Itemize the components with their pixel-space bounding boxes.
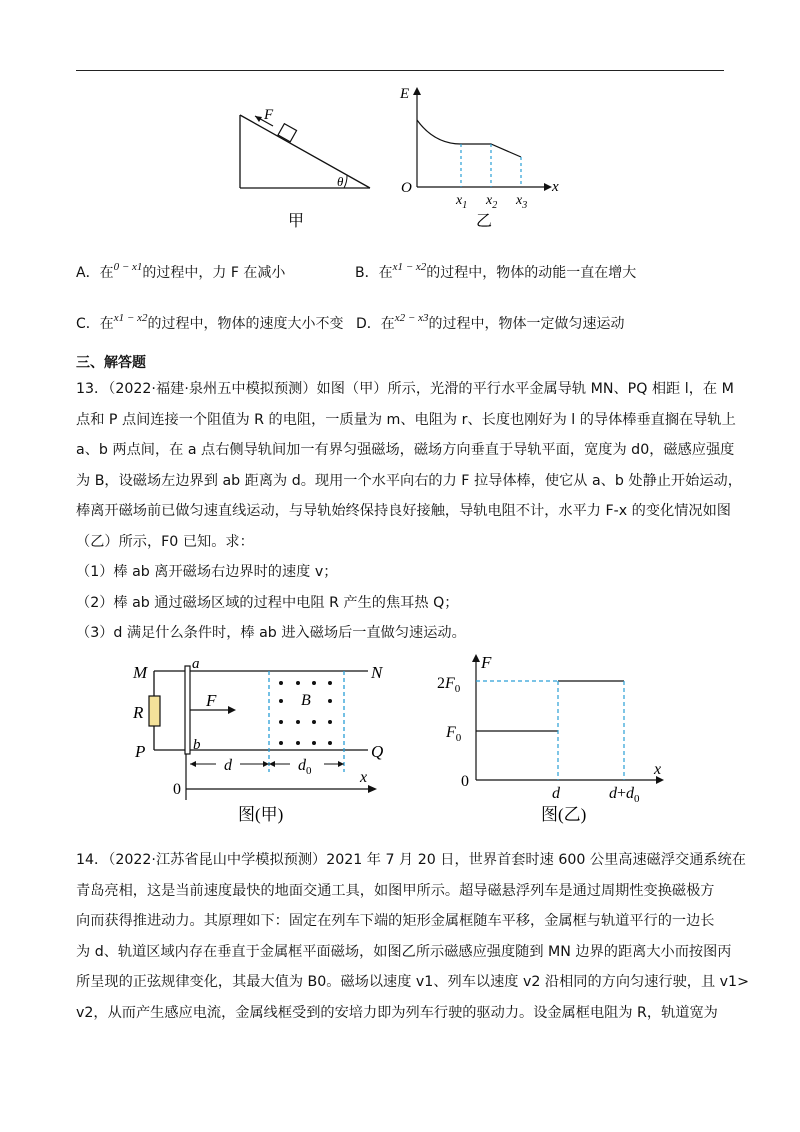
label-F-mid: F [206, 691, 217, 710]
label-d-plus-d0: $d+d_0$ [609, 785, 640, 805]
incline-diagram [240, 115, 370, 188]
label-E: E [400, 86, 410, 102]
label-d: d [224, 757, 232, 774]
option-d-range: x2 − x3 [394, 312, 429, 324]
option-b-range: x1 − x2 [392, 261, 427, 273]
label-B: B [301, 692, 311, 709]
figure-mid [128, 650, 688, 830]
q14-line: 为 d、轨道区域内存在垂直于金属框平面磁场，如图乙所示磁感应强度随到 MN 边界的距离大小而按图丙 [76, 943, 732, 960]
question-13 [76, 374, 742, 649]
option-b-prefix: B．在 [355, 265, 393, 281]
option-c-prefix: C．在 [76, 316, 114, 332]
caption-yi-mid: 图(乙) [541, 805, 587, 824]
section-title: 三、解答题 [76, 355, 146, 371]
label-R: R [133, 703, 144, 722]
q13-line: （乙）所示，F0 已知。求： [76, 533, 254, 550]
option-b-text: 的过程中，物体的动能一直在增大 [426, 265, 637, 281]
label-origin-jia: 0 [173, 781, 181, 798]
label-O-top: O [401, 180, 412, 196]
label-b: b [193, 737, 201, 753]
q14-line: 向而获得推进动力。其原理如下：固定在列车下端的矩形金属框随车平移，金属框与轨道平行的一边长 [76, 913, 715, 929]
option-a[interactable] [76, 262, 285, 282]
label-2F0: $2F_0$ [437, 675, 461, 695]
label-M: M [133, 663, 148, 682]
q14-line: 14．（2022·江苏省昆山中学模拟预测）2021 年 7 月 20 日，世界首套时速 600 公里高速磁浮交通系统在 [76, 852, 746, 868]
question-14 [76, 845, 749, 1028]
q14-line: 青岛亮相，这是当前速度最快的地面交通工具，如图甲所示。超导磁悬浮列车是通过周期性变换磁极方 [76, 882, 715, 899]
label-N: N [371, 663, 383, 682]
header-rule [76, 70, 724, 71]
label-x-jia: x [360, 769, 368, 786]
q13-line: 为 B，设磁场左边界到 ab 距离为 d。现用一个水平向右的力 F 拉导体棒，使它从 a、b 处静止开始运动， [76, 472, 742, 489]
tick-x2: $x_2$ [486, 193, 498, 211]
tick-x1: $x_1$ [456, 193, 468, 211]
option-c-range: x1 − x2 [113, 312, 148, 324]
label-a: a [192, 656, 200, 672]
q13-subquestion: （3）d 满足什么条件时，棒 ab 进入磁场后一直做匀速运动。 [76, 625, 466, 641]
q13-subquestion: （2）棒 ab 通过磁场区域的过程中电阻 R 产生的焦耳热 Q； [76, 594, 459, 611]
label-d-yi: d [552, 785, 560, 802]
label-P: P [135, 742, 146, 761]
figure-top [220, 80, 580, 240]
q13-line: 13．（2022·福建·泉州五中模拟预测）如图（甲）所示，光滑的平行水平金属导轨 MN、PQ 相距 l，在 M [76, 381, 734, 397]
label-F-axis: F [481, 653, 492, 672]
label-F-top: F [264, 107, 274, 123]
caption-yi-top: 乙 [476, 213, 493, 230]
q13-subquestion: （1）棒 ab 离开磁场右边界时的速度 v； [76, 564, 338, 580]
dimension-arrows [186, 754, 377, 800]
rail-diagram [149, 666, 368, 772]
option-a-text: 的过程中，力 F 在减小 [142, 265, 286, 281]
q13-line: 点和 P 点间连接一个阻值为 R 的电阻，一质量为 m、电阻为 r、长度也刚好为 l 的导体棒垂直搁在导轨上 [76, 411, 736, 428]
field-dots [279, 681, 332, 745]
energy-graph [413, 87, 552, 191]
option-c-text: 的过程中，物体的速度大小不变 [147, 316, 344, 332]
label-x-yi: x [654, 761, 662, 778]
q13-line: a、b 两点间，在 a 点右侧导轨间加一有界匀强磁场，磁场方向垂直于导轨平面，宽度为 d0，磁感应强度 [76, 442, 735, 458]
q14-line: 所呈现的正弦规律变化，其最大值为 B0。磁场以速度 v1、列车以速度 v2 沿相同的方向匀速行驶，且 v1> [76, 974, 749, 990]
label-x-top: x [552, 179, 559, 195]
q13-line: 棒离开磁场前已做匀速直线运动，与导轨始终保持良好接触，导轨电阻不计，水平力 F-x 的变化情况如图 [76, 503, 731, 519]
label-theta: θ [337, 174, 344, 189]
option-d-text: 的过程中，物体一定做匀速运动 [428, 316, 625, 332]
label-Q: Q [371, 742, 384, 761]
q14-line: v2，从而产生感应电流，金属线框受到的安培力即为列车行驶的驱动力。设金属框电阻为 R，轨道宽为 [76, 1004, 718, 1021]
caption-jia-top: 甲 [288, 213, 305, 230]
option-d-prefix: D．在 [356, 316, 395, 332]
label-d0: $d_0$ [298, 757, 312, 777]
option-c[interactable] [76, 313, 343, 333]
option-a-range: 0 − x1 [113, 261, 143, 273]
option-d[interactable] [356, 313, 624, 333]
label-origin-yi: 0 [461, 773, 469, 790]
label-F0: $F_0$ [446, 724, 462, 744]
option-a-prefix: A．在 [76, 265, 114, 281]
tick-x3: $x_3$ [516, 193, 528, 211]
force-graph [472, 654, 664, 784]
option-b[interactable] [355, 262, 636, 282]
caption-jia-mid: 图(甲) [238, 805, 284, 824]
